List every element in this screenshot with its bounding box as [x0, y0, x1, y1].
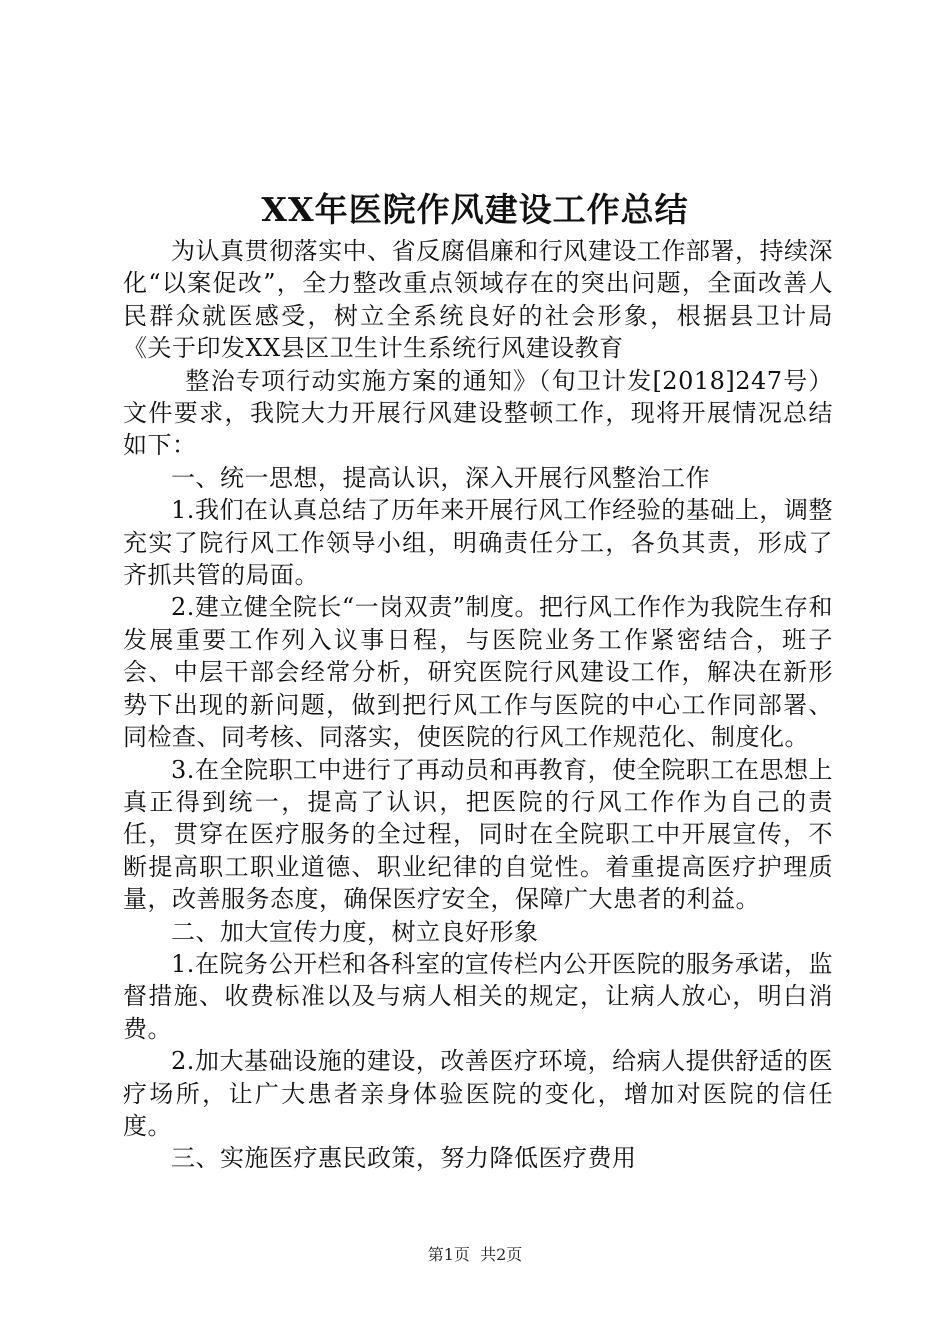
paragraph: 1.我们在认真总结了历年来开展行风工作经验的基础上，调整充实了院行风工作领导小组，明确责任分工，各负其责，形成了齐抓共管的局面。 — [123, 496, 833, 590]
document-body — [123, 235, 833, 1175]
document-title: XX年医院作风建设工作总结 — [261, 190, 689, 229]
paragraph: 为认真贯彻落实中、省反腐倡廉和行风建设工作部署，持续深化“以案促改”，全力整改重点领域存在的突出问题，全面改善人民群众就医感受，树立全系统良好的社会形象，根据县卫计局《关于印发XX县区卫生计生系统行风建设教育 — [123, 237, 833, 363]
paragraph: 2.加大基础设施的建设，改善医疗环境，给病人提供舒适的医疗场所，让广大患者亲身体验医院的变化，增加对医院的信任度。 — [123, 1047, 833, 1140]
section-heading: 一、统一思想，提高认识，深入开展行风整治工作 — [171, 463, 710, 492]
page-footer: 第1页 共2页 — [427, 1245, 523, 1264]
paragraph: 2.建立健全院长“一岗双责”制度。把行风工作作为我院生存和发展重要工作列入议事日程，与医院业务工作紧密结合，班子会、中层干部会经常分析，研究医院行风建设工作，解决在新形势下出现的新问题，做到把行风工作与医院的中心工作同部署、同检查、同考核、同落实，使医院的行风工作规范化、制度化。 — [123, 593, 833, 752]
paragraph-continuation: 整治专项行动实施方案的通知》（旬卫计发[2018]247号）文件要求，我院大力开展行风建设整顿工作，现将开展情况总结如下： — [123, 366, 833, 460]
paragraph: 3.在全院职工中进行了再动员和再教育，使全院职工在思想上真正得到统一，提高了认识，把医院的行风工作作为自己的责任，贯穿在医疗服务的全过程，同时在全院职工中开展宣传，不断提高职工职业道德、职业纪律的自觉性。着重提高医疗护理质量，改善服务态度，确保医疗安全，保障广大患者的利益。 — [123, 755, 833, 914]
section-heading: 三、实施医疗惠民政策，努力降低医疗费用 — [171, 1144, 637, 1173]
paragraph: 1.在院务公开栏和各科室的宣传栏内公开医院的服务承诺，监督措施、收费标准以及与病人相关的规定，让病人放心，明白消费。 — [123, 949, 833, 1043]
section-heading: 二、加大宣传力度，树立良好形象 — [171, 917, 539, 946]
